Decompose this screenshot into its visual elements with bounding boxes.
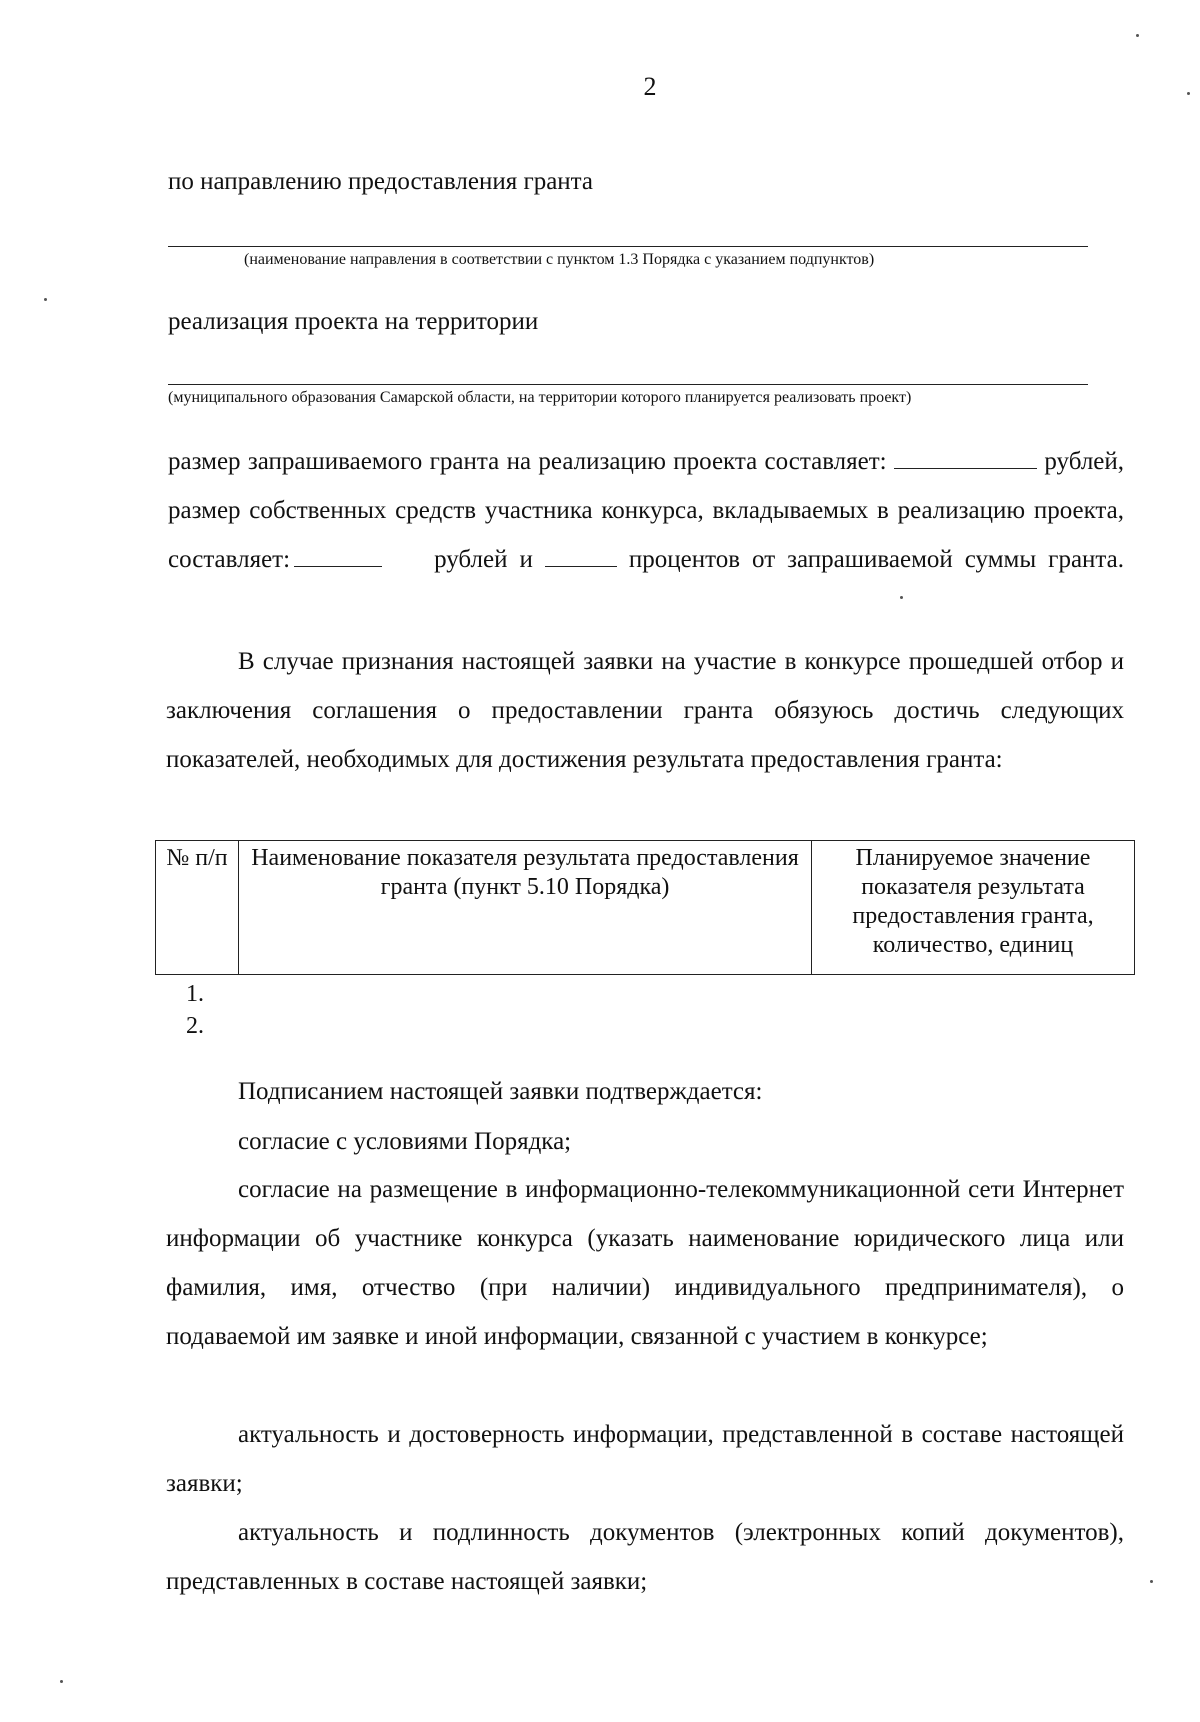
scan-speck bbox=[1150, 1580, 1153, 1583]
confirmation-intro: Подписанием настоящей заявки подтверждается: bbox=[238, 1078, 763, 1105]
scan-speck bbox=[900, 596, 903, 599]
scan-speck bbox=[60, 1680, 63, 1683]
territory-label: реализация проекта на территории bbox=[168, 308, 539, 335]
header-planned-value: Планируемое значение показателя результата предоставления гранта, количество, единиц bbox=[812, 841, 1135, 975]
table-row-number: 2. bbox=[186, 1013, 204, 1039]
grant-amount-blank bbox=[894, 446, 1037, 469]
scan-speck bbox=[1136, 34, 1139, 37]
header-number: № п/п bbox=[156, 841, 239, 975]
grant-size-part2: рублей, размер собственных средств участника конкурса, вкладываемых в реализацию проекта, составляет: bbox=[168, 448, 1125, 573]
territory-blank-line bbox=[168, 384, 1088, 385]
page-number: 2 bbox=[643, 72, 657, 101]
grant-size-part1: размер запрашиваемого гранта на реализацию проекта составляет: bbox=[168, 448, 887, 475]
direction-blank-line bbox=[168, 246, 1088, 247]
confirmation-item-conditions: согласие с условиями Порядка; bbox=[238, 1128, 572, 1155]
confirmation-item-accuracy: актуальность и достоверность информации, представленной в составе настоящей заявки; bbox=[166, 1421, 1124, 1497]
header-indicator-name: Наименование показателя результата предоставления гранта (пункт 5.10 Порядка) bbox=[239, 841, 812, 975]
direction-label: по направлению предоставления гранта bbox=[168, 168, 593, 195]
table-header-row bbox=[156, 841, 1135, 975]
indicators-table bbox=[155, 840, 1135, 975]
territory-caption: (муниципального образования Самарской области, на территории которого планируется реализовать проект) bbox=[168, 389, 912, 406]
scan-speck bbox=[44, 298, 47, 301]
confirmation-item-publication: согласие на размещение в информационно-телекоммуникационной сети Интернет информации об участнике конкурса (указать наименование юридического лица или фамилия, имя, отчество (при наличии) индивидуального предпринимателя), о подаваемой им заявке и иной информации, связанной с участием в конкурсе; bbox=[166, 1176, 1124, 1350]
grant-size-part4: процентов от запрашиваемой суммы гранта. bbox=[628, 546, 1124, 573]
confirmation-item-authenticity: актуальность и подлинность документов (электронных копий документов), представленных в составе настоящей заявки; bbox=[166, 1519, 1124, 1595]
table-row-number: 1. bbox=[186, 981, 204, 1007]
own-funds-blank bbox=[294, 544, 382, 567]
grant-size-part3: рублей и bbox=[434, 546, 533, 573]
percent-blank bbox=[545, 544, 617, 567]
grant-size-paragraph bbox=[168, 437, 1124, 633]
scan-speck bbox=[1187, 92, 1190, 95]
commitment-paragraph: В случае признания настоящей заявки на участие в конкурсе прошедшей отбор и заключения соглашения о предоставлении гранта обязуюсь достичь следующих показателей, необходимых для достижения результата предоставления гранта: bbox=[166, 648, 1124, 773]
direction-caption: (наименование направления в соответствии с пунктом 1.3 Порядка с указанием подпунктов) bbox=[244, 251, 875, 268]
